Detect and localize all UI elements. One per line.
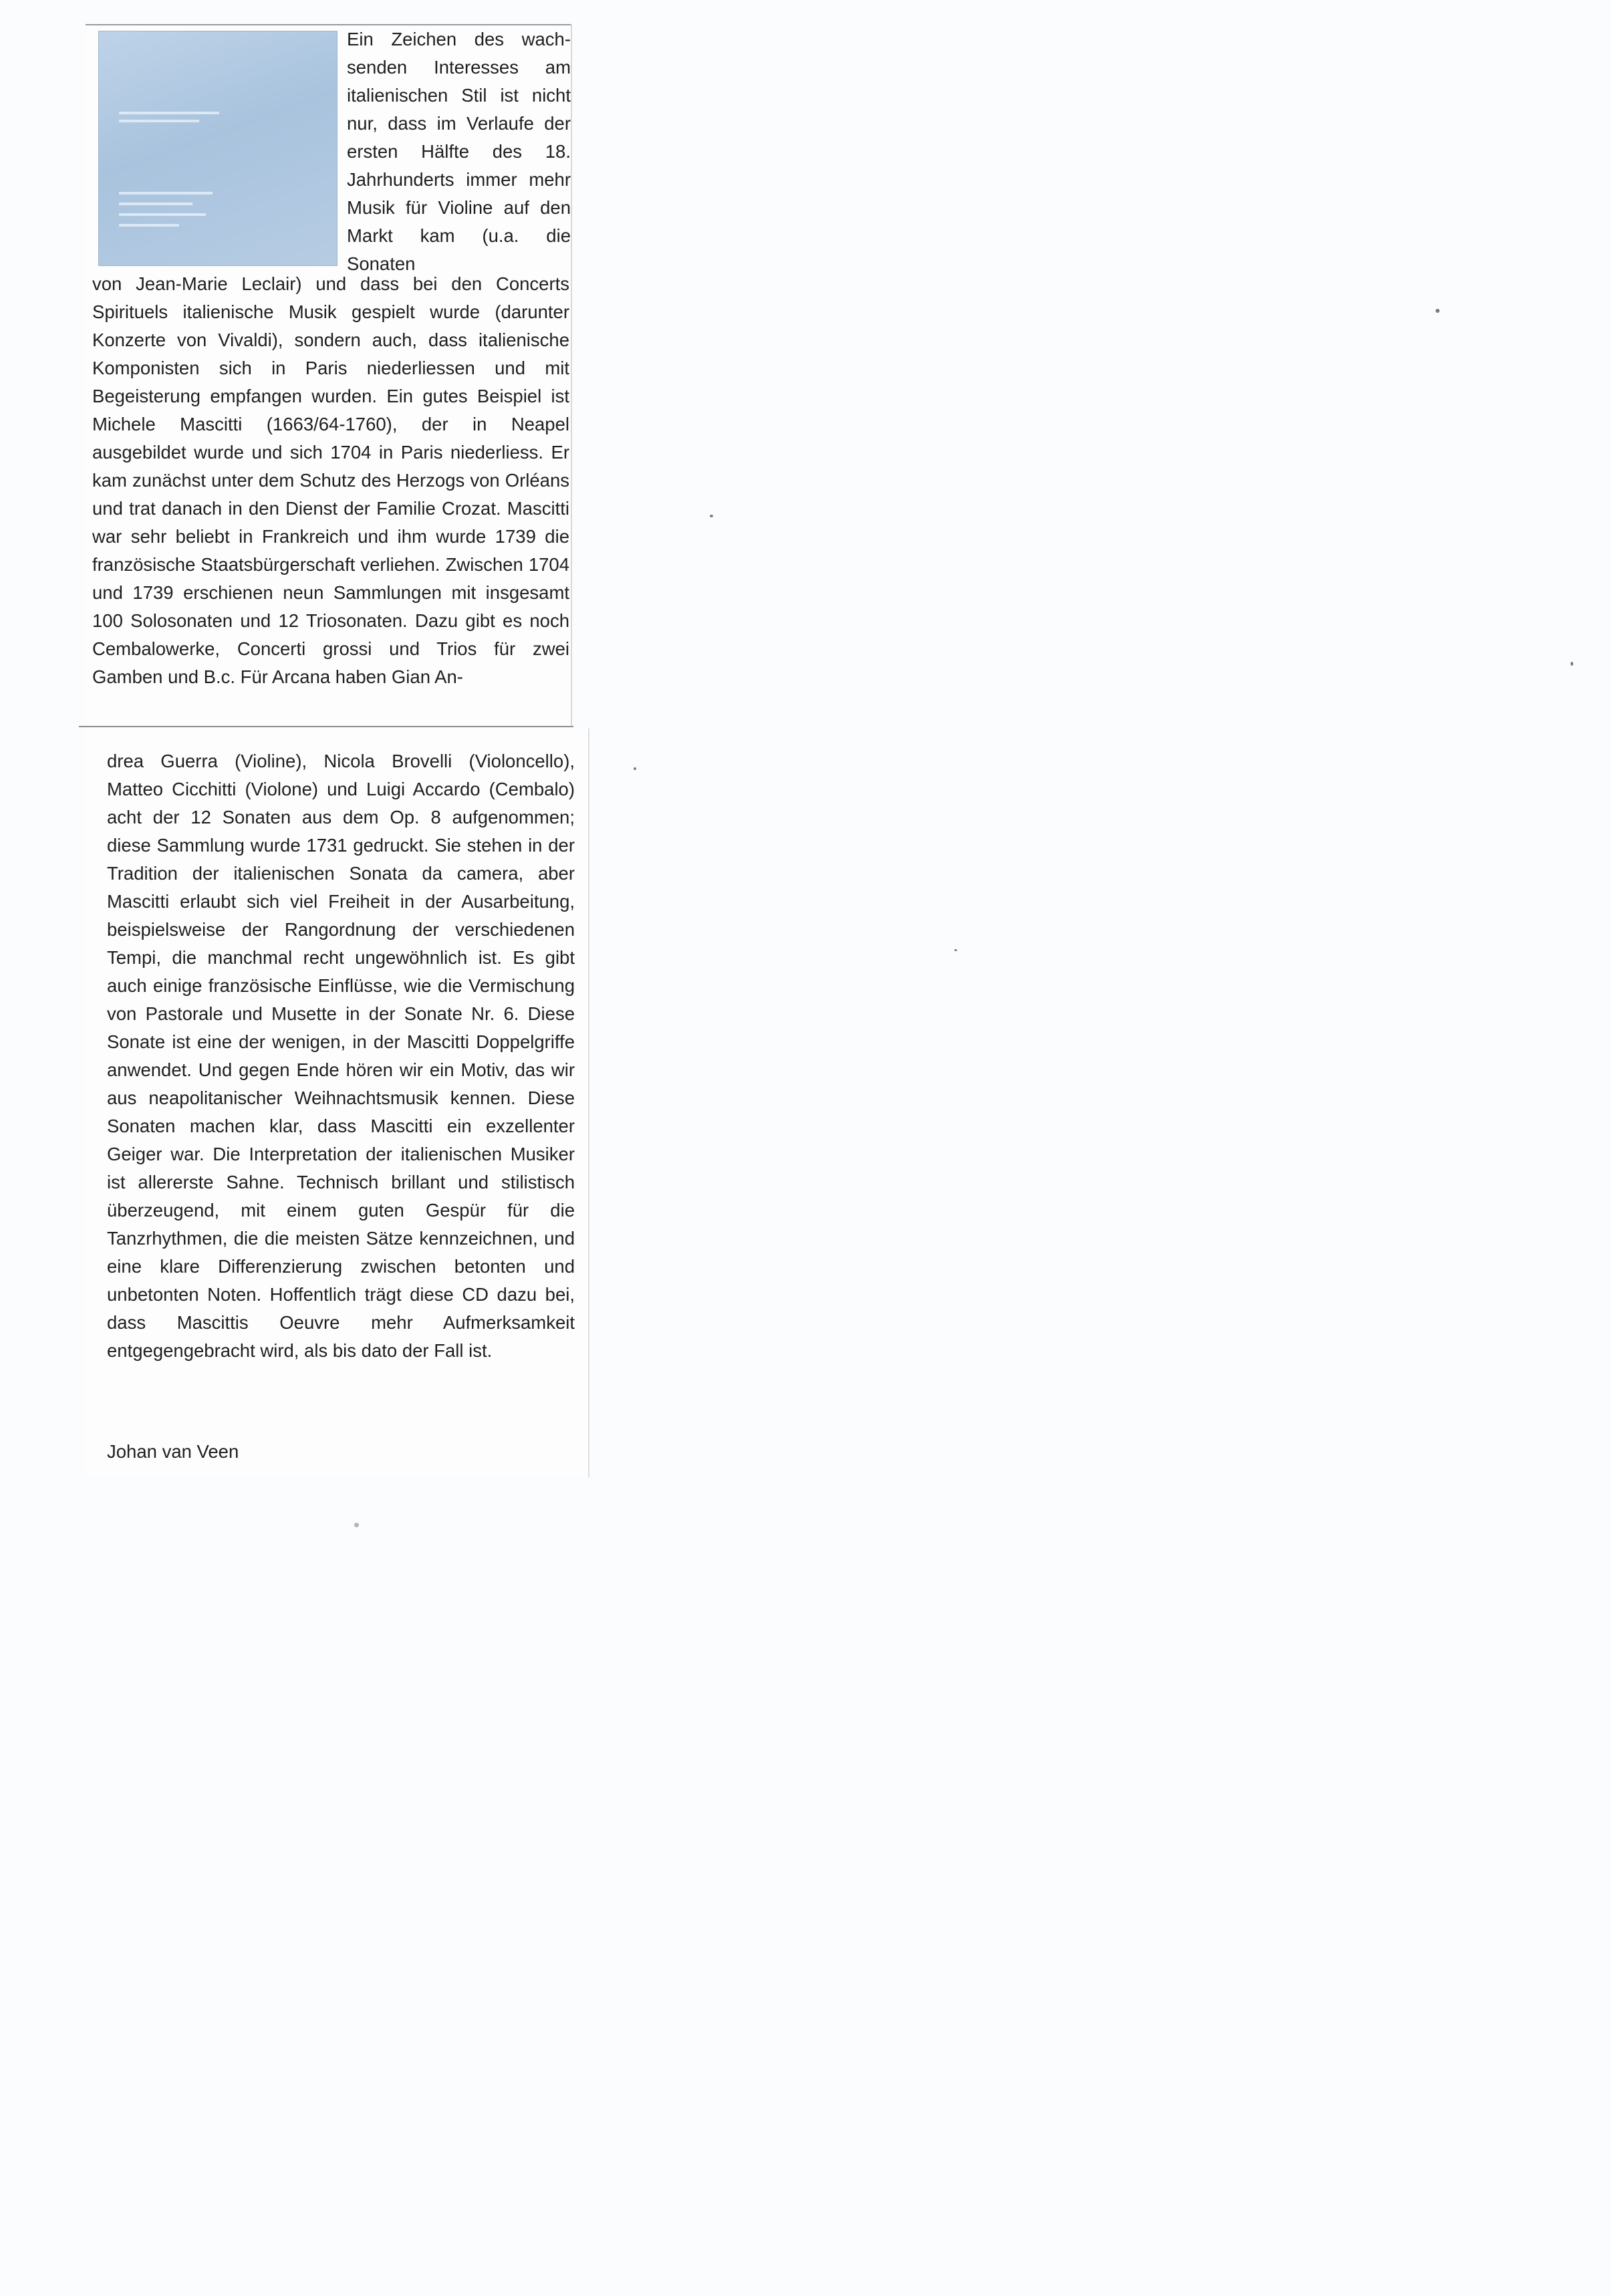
scan-speck [710,515,713,517]
clipping-divider [79,726,573,727]
review-paragraph-continued: von Jean-Marie Leclair) und dass bei den Concerts Spirituels italienische Musik gespielt wurde (darunter Konzerte von Vivaldi), sondern auch, dass italienische Komponisten sich in Paris niederliessen und mit Begeisterung empfangen wurden. Ein gutes Beispiel ist Michele Mascitti (1663/64-1760), der in Neapel ausgebildet wurde und sich 1704 in Paris niederliess. Er kam zunächst unter dem Schutz des Herzogs von Orléans und trat danach in den Dienst der Familie Crozat. Mascitti war sehr beliebt in Frankreich und ihm wurde 1739 die französische Staatsbürgerschaft verliehen. Zwischen 1704 und 1739 erschienen neun Sammlungen mit insgesamt 100 Solosonaten und 12 Triosonaten. Dazu gibt es noch Cembalowerke, Concerti grossi und Trios für zwei Gamben und B.c. Für Arcana haben Gian An- [92,273,569,687]
scan-speck [1571,662,1573,666]
scan-speck [954,949,957,951]
cover-text-line [119,112,219,114]
cover-text-line [119,120,199,122]
cover-text-line [119,224,179,227]
scan-speck [634,767,636,770]
cover-text-line [119,203,192,205]
cover-text-line [119,192,213,195]
cd-cover-image [98,31,338,266]
review-paragraph-second-clipping: drea Guerra (Violine), Nicola Brovelli (Violoncello), Matteo Cicchitti (Violone) und Luigi Accardo (Cembalo) acht der 12 Sonaten aus dem Op. 8 aufgenommen; diese Sammlung wurde 1731 gedruckt. Sie stehen in der Tradition der italienischen Sonata da camera, aber Mascitti erlaubt sich viel Freiheit in der Ausarbeitung, beispielsweise der Rangordnung der verschiedenen Tempi, die manchmal recht ungewöhnlich ist. Es gibt auch einige französische Einflüsse, wie die Vermischung von Pastorale und Musette in der Sonate Nr. 6. Diese Sonate ist eine der wenigen, in der Mascitti Doppelgriffe anwendet. Und gegen Ende hören wir ein Motiv, das wir aus neapolitanischer Weihnachtsmusik kennen. Diese Sonaten machen klar, dass Mascitti ein exzellenter Geiger war. Die Interpretation der italienischen Musiker ist allererste Sahne. Technisch brillant und stilistisch überzeugend, mit einem guten Gespür für die Tanzrhythmen, die die meisten Sätze kennzeichnen, und eine klare Differenzierung zwischen betonten und unbetonten Noten. Hoffentlich trägt diese CD dazu bei, dass Mascittis Oeuvre mehr Aufmerksamkeit entgegengebracht wird, als bis dato der Fall ist. [107,751,575,1361]
author-name: Johan van Veen [107,1441,239,1462]
review-paragraph-intro: Ein Zeichen des wachsenden Interesses am italienischen Stil ist nicht nur, dass im Verlaufe der ersten Hälfte des 18. Jahrhunderts immer mehr Musik für Violine auf den Markt kam (u.a. die Sonaten [347,29,571,274]
scan-speck [354,1523,359,1527]
cover-text-line [119,213,206,216]
clipping-edge [571,24,572,727]
scan-speck [1436,309,1440,313]
